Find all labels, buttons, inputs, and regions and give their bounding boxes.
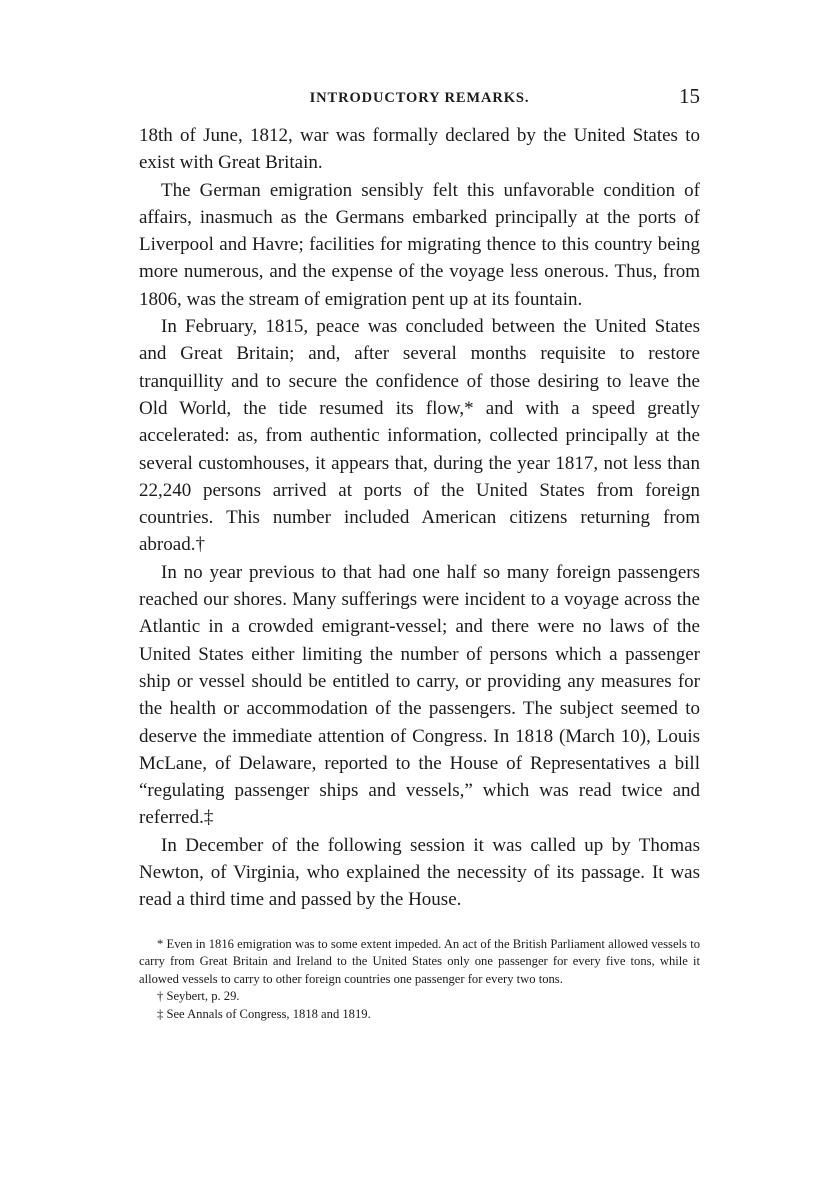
paragraph-3: In February, 1815, peace was concluded between the United States and Great Britain; and, after several months requisite to restore tranquillity and to secure the confidence of those desiring to leave the Old World, the tide resumed its flow,* and with a speed greatly accelerated: as, from authentic information, collected principally at the several customhouses, it appears that, during the year 1817, not less than 22,240 persons arrived at ports of the United States from foreign countries. This number included American citizens returning from abroad.† bbox=[139, 316, 700, 556]
book-page bbox=[139, 78, 700, 1024]
paragraph-5: In December of the following session it was called up by Thomas Newton, of Virginia, who explained the necessity of its passage. It was read a third time and passed by the House. bbox=[139, 834, 700, 911]
paragraph-4: In no year previous to that had one half so many foreign passengers reached our shores. Many sufferings were incident to a voyage across the Atlantic in a crowded emigrant-vessel; and there were no laws of the United States either limiting the number of persons which a passenger ship or vessel should be entitled to carry, or providing any measures for the health or accommodation of the passengers. The subject seemed to deserve the immediate attention of Congress. In 1818 (March 10), Louis McLane, of Delaware, reported to the House of Representatives a bill “regulating passenger ships and vessels,” which was read twice and referred.‡ bbox=[139, 561, 700, 829]
body-text bbox=[139, 122, 700, 914]
running-head: INTRODUCTORY REMARKS. bbox=[309, 90, 530, 106]
footnote-1: * Even in 1816 emigration was to some extent impeded. An act of the British Parliament allowed vessels to carry from Great Britain and Ireland to the United States only one passenger for every five tons, while it allowed vessels to carry to other foreign countries one passenger for every two tons. bbox=[139, 936, 700, 986]
paragraph-1: 18th of June, 1812, war was formally declared by the United States to exist with Great Britain. bbox=[139, 125, 700, 174]
footnotes bbox=[139, 936, 700, 1024]
page-header bbox=[139, 78, 700, 114]
page-number: 15 bbox=[679, 84, 700, 108]
paragraph-2: The German emigration sensibly felt this unfavorable condition of affairs, inasmuch as the Germans embarked principally at the ports of Liverpool and Havre; facilities for migrating thence to this country being more numerous, and the expense of the voyage less onerous. Thus, from 1806, was the stream of emigration pent up at its fountain. bbox=[139, 179, 700, 310]
footnote-3: ‡ See Annals of Congress, 1818 and 1819. bbox=[157, 1006, 371, 1021]
footnote-2: † Seybert, p. 29. bbox=[157, 989, 240, 1004]
